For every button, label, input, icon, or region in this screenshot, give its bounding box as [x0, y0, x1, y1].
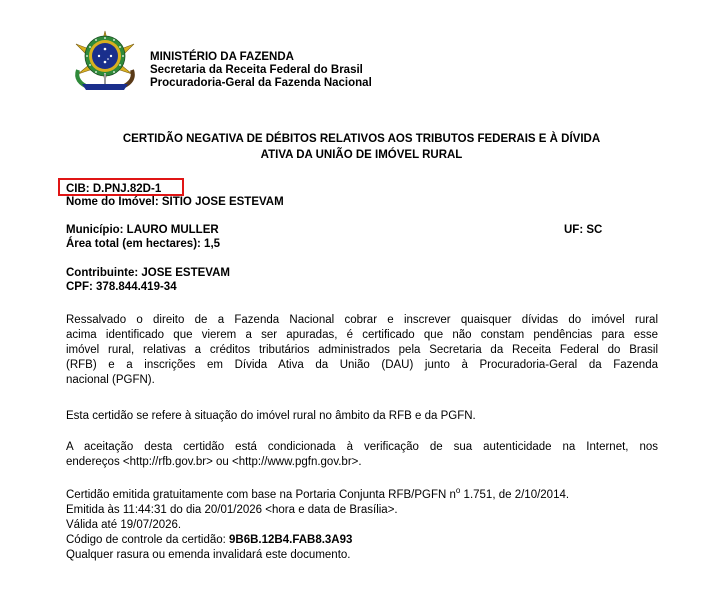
taxpayer-name: Contribuinte: JOSE ESTEVAM	[66, 267, 230, 279]
ordinal-superscript: o	[455, 486, 461, 496]
control-code: 9B6B.12B4.FAB8.3A93	[229, 534, 353, 546]
issuance-basis-prefix: Certidão emitida gratuitamente com base na Portaria Conjunta RFB/PGFN n	[66, 489, 456, 501]
certificate-title-line2: ATIVA DA UNIÃO DE IMÓVEL RURAL	[260, 149, 463, 161]
property-name: Nome do Imóvel: SITIO JOSE ESTEVAM	[66, 196, 284, 208]
paragraph-line: endereços <http://rfb.gov.br> ou <http://www.pgfn.gov.br>.	[66, 456, 362, 468]
tamper-warning: Qualquer rasura ou emenda invalidará este documento.	[66, 549, 351, 561]
issuance-basis-suffix: 1.751, de 2/10/2014.	[460, 489, 570, 501]
emission-datetime: Emitida às 11:44:31 do dia 20/01/2026 <hora e data de Brasília>.	[66, 504, 398, 516]
municipality: Município: LAURO MULLER	[66, 224, 219, 236]
paragraph-line: A aceitação desta certidão está condicionada à verificação de sua autenticidade na Internet, nos	[66, 441, 658, 453]
certificate-title-line1: CERTIDÃO NEGATIVA DE DÉBITOS RELATIVOS AOS TRIBUTOS FEDERAIS E À DÍVIDA	[122, 133, 601, 145]
total-area: Área total (em hectares): 1,5	[66, 238, 221, 250]
paragraph-line: Ressalvado o direito de a Fazenda Nacional cobrar e inscrever quaisquer dívidas do imóvel rural	[66, 314, 658, 326]
control-code-label: Código de controle da certidão:	[66, 534, 230, 546]
certification-paragraph	[66, 313, 658, 388]
authenticity-paragraph	[66, 440, 658, 470]
scope-statement: Esta certidão se refere à situação do imóvel rural no âmbito da RFB e da PGFN.	[66, 410, 476, 422]
paragraph-line: imóvel rural, relativas a créditos tributários administrados pela Secretaria da Receita Federal do Brasil	[66, 344, 658, 356]
uf: UF: SC	[564, 224, 603, 236]
paragraph-line: acima identificado que vierem a ser apuradas, é certificado que não constam pendências para esse	[66, 329, 658, 341]
validity-date: Válida até 19/07/2026.	[66, 519, 182, 531]
secretariat-name: Secretaria da Receita Federal do Brasil	[150, 64, 363, 76]
cib-highlight-box	[58, 178, 184, 196]
paragraph-line: nacional (PGFN).	[66, 374, 155, 386]
brazil-coat-of-arms-icon	[68, 30, 142, 92]
attorney-general-name: Procuradoria-Geral da Fazenda Nacional	[150, 77, 372, 89]
cib-code: CIB: D.PNJ.82D-1	[66, 183, 162, 195]
taxpayer-cpf: CPF: 378.844.419-34	[66, 281, 177, 293]
issuance-basis	[66, 488, 569, 502]
ministry-name: MINISTÉRIO DA FAZENDA	[150, 51, 294, 63]
paragraph-line: (RFB) e a inscrições em Dívida Ativa da União (DAU) junto à Procuradoria-Geral da Fazenda	[66, 359, 658, 371]
control-code-line	[66, 533, 352, 547]
